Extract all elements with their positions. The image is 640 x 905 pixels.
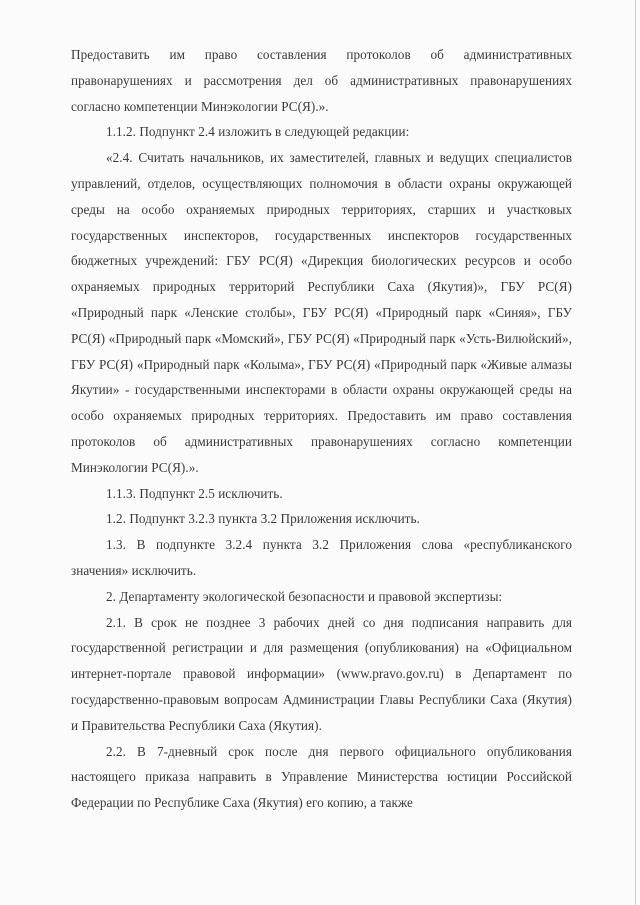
paragraph-1-3: 1.3. В подпункте 3.2.4 пункта 3.2 Приложения слова «республиканского значения» исключить.: [71, 537, 572, 578]
paragraph-2-4: «2.4. Считать начальников, их заместителей, главных и ведущих специалистов управлений, отделов, осуществляющих полномочия в области охраны окружающей среды на особо охраняемых природных территориях, старших и участковых государственных инспекторов, государственных инспекторов государственных бюджетных учреждений: ГБУ РС(Я) «Дирекция биологических ресурсов и особо охраняемых природных территорий Республики Саха (Якутия)», ГБУ РС(Я) «Природный парк «Ленские столбы», ГБУ РС(Я) «Природный парк «Синяя», ГБУ РС(Я) «Природный парк «Момский», ГБУ РС(Я) «Природный парк «Усть-Вилюйский», ГБУ РС(Я) «Природный парк «Колыма», ГБУ РС(Я) «Природный парк «Живые алмазы Якутии» - государственными инспекторами в области охраны окружающей среды на особо охраняемых природных территориях. Предоставить им право составления протоколов об административных правонарушениях согласно компетенции Минэкологии РС(Я).».: [71, 150, 572, 475]
scan-edge-line: [635, 0, 636, 905]
paragraph-1-1-2: 1.1.2. Подпункт 2.4 изложить в следующей редакции:: [106, 124, 410, 140]
paragraph-2: 2. Департаменту экологической безопасности и правовой экспертизы:: [106, 588, 503, 604]
paragraph-1-2: 1.2. Подпункт 3.2.3 пункта 3.2 Приложения исключить.: [106, 511, 420, 527]
paragraph-continuation: Предоставить им право составления протоколов об административных правонарушениях и рассмотрения дел об административных правонарушениях согласно компетенции Минэкологии РС(Я).».: [71, 47, 572, 114]
document-body: [71, 42, 572, 816]
paragraph-2-1: 2.1. В срок не позднее 3 рабочих дней со дня подписания направить для государственной регистрации и для размещения (опубликования) на «Официальном интернет-портале правовой информации» (www.pravo.gov.ru) в Департамент по государственно-правовым вопросам Администрации Главы Республики Саха (Якутия) и Правительства Республики Саха (Якутия).: [71, 614, 572, 733]
paragraph-2-2: 2.2. В 7-дневный срок после дня первого официального опубликования настоящего приказа направить в Управление Министерства юстиции Российской Федерации по Республике Саха (Якутия) его копию, а также: [71, 743, 572, 811]
paragraph-1-1-3: 1.1.3. Подпункт 2.5 исключить.: [106, 485, 283, 501]
